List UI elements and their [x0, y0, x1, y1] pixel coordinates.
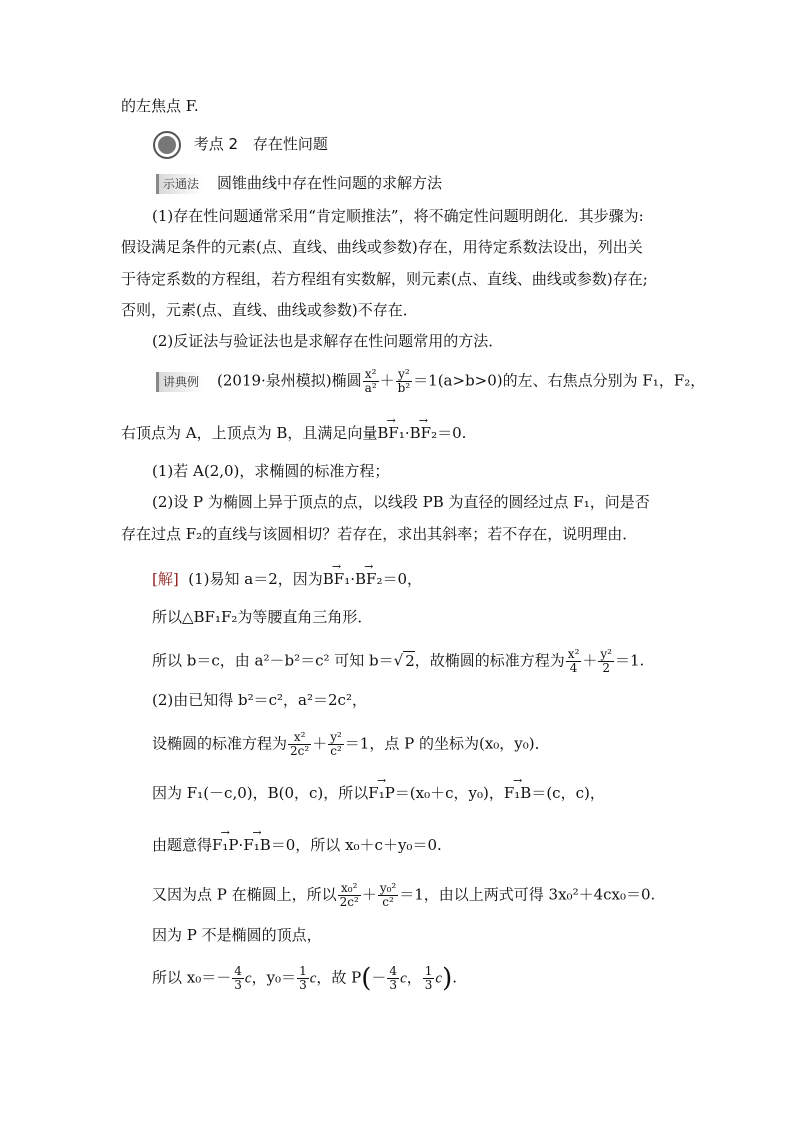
text-span: (1)易知 a＝2，因为	[188, 570, 323, 588]
text-span: ＝1.	[614, 651, 645, 670]
question-line: 存在过点 F₂的直线与该圆相切？若存在，求出其斜率；若不存在，说明理由．	[121, 525, 638, 543]
text-span: ＝0，所以 x₀＋c＋y₀＝0.	[270, 836, 442, 854]
variable: c	[244, 970, 252, 987]
solution-line	[152, 566, 422, 589]
solution-tag: [解]	[152, 570, 179, 588]
solution-line: 设椭圆的标准方程为 $\frac{\text{x²}}{\text{2c²}}$ ＋ $\frac{\text{y²}}{\text{c²}}$ ＝1，点 P 的坐标为(x₀，y₀)．	[152, 730, 550, 758]
paren: )	[442, 963, 453, 994]
variable: c	[435, 970, 443, 987]
vector: → F₁B	[243, 832, 270, 852]
section-heading	[153, 130, 328, 159]
fraction	[363, 368, 379, 395]
dot: ·	[404, 424, 410, 442]
text-span: .	[452, 968, 457, 987]
text-span: 所以 b＝c，由 a²－b²＝c² 可知 b＝	[152, 651, 394, 670]
denominator: 4	[569, 661, 578, 675]
numerator: y²	[330, 730, 342, 744]
solution-line: 所以 b＝c，由 a²－b²＝c² 可知 b＝√ 2，故椭圆的标准方程为 $\frac{\text{x²}}{4}$ ＋ $\frac{\text{y²}}{2}$ ＝1.	[152, 647, 645, 675]
solution-line	[152, 780, 605, 803]
numerator: y²	[396, 368, 413, 382]
denominator: 3	[424, 978, 433, 992]
text-span: ＝(x₀＋c，y₀)，	[394, 784, 504, 802]
text-span: 所以 x₀＝－	[152, 968, 232, 987]
denominator: 3	[234, 978, 242, 992]
circle-bullet-icon	[153, 131, 181, 159]
variable: c	[400, 970, 407, 987]
solution-line: 所以△BF₁F₂为等腰直角三角形．	[152, 608, 373, 626]
question-line: (1)若 A(2,0)，求椭圆的标准方程；	[152, 462, 390, 480]
vector: → F₁P	[368, 780, 395, 800]
vector: → F₁B	[504, 780, 531, 800]
text-span: 设椭圆的标准方程为	[152, 734, 288, 753]
denominator: 2c²	[290, 744, 310, 758]
dot: ·	[238, 836, 244, 854]
vector: → BF₁	[377, 420, 404, 440]
paragraph-line: 假设满足条件的元素(点、直线、曲线或参数)存在，用待定系数法设出，列出关	[121, 238, 643, 256]
text-span: ＝(c，c)，	[531, 784, 605, 802]
numerator: 1	[424, 964, 433, 978]
fraction	[566, 648, 582, 675]
text-span: ＝1，点 P 的坐标为(x₀，y₀)．	[344, 734, 550, 753]
numerator: y²	[600, 647, 612, 661]
solution-line: (2)由已知得 b²＝c²，a²＝2c²，	[152, 691, 367, 709]
example-line	[121, 420, 466, 443]
method-tag: 示通法	[156, 174, 203, 194]
section-title: 存在性问题	[252, 135, 328, 153]
question-line: (2)设 P 为椭圆上异于顶点的点，以线段 PB 为直径的圆经过点 F₁，问是否	[152, 493, 650, 511]
denominator: 3	[389, 978, 398, 992]
paragraph-line: 否则，元素(点、直线、曲线或参数)不存在．	[121, 301, 418, 319]
text-span: ，y₀＝	[251, 968, 297, 987]
fraction	[328, 731, 344, 758]
variable: c	[309, 970, 317, 987]
denominator: 3	[299, 978, 307, 992]
denominator: 2	[602, 661, 610, 675]
text-span: 右顶点为 A，上顶点为 B，且满足向量	[121, 424, 378, 442]
numerator: 4	[234, 964, 242, 978]
method-heading	[156, 173, 442, 194]
fraction	[423, 965, 435, 992]
vector: → BF₁	[323, 566, 350, 586]
text-span: (2019·泉州模拟)椭圆	[217, 371, 362, 390]
vector: → BF₂	[355, 566, 382, 586]
text-span: ＝0.	[437, 424, 467, 442]
fraction	[598, 648, 614, 675]
paragraph-line: 于待定系数的方程组，若方程组有实数解，则元素(点、直线、曲线或参数)存在;	[121, 270, 648, 288]
solution-line: 所以 x₀＝－ $\frac{4}{3}$ c，y₀＝ $\frac{1}{3}$ c，故 P(－ $\frac{4}{3}$ c， $\frac{1}{3}$ c).	[152, 963, 457, 994]
text-span: 由题意得	[152, 836, 213, 854]
fraction	[378, 882, 398, 909]
fraction	[338, 882, 361, 909]
numerator: x²	[288, 731, 311, 745]
example-tag: 讲典例	[156, 372, 203, 392]
paragraph-line: (2)反证法与验证法也是求解存在性问题常用的方法．	[152, 332, 504, 350]
fraction	[232, 965, 244, 992]
numerator: x²	[363, 368, 379, 382]
numerator: y₀²	[379, 881, 397, 895]
denominator: c²	[330, 744, 342, 758]
denominator: c²	[382, 895, 394, 909]
numerator: x²	[567, 647, 580, 661]
text-span: ＝0，	[382, 570, 423, 588]
text-span: ，故 P	[316, 968, 362, 987]
numerator: 4	[389, 964, 398, 978]
text-line: 的左焦点 F.	[121, 97, 199, 115]
numerator: x₀²	[338, 882, 361, 896]
solution-line: 因为 P 不是椭圆的顶点，	[152, 926, 322, 944]
vector: → BF₂	[410, 420, 437, 440]
paren: (	[361, 963, 372, 994]
section-number: 考点 2	[193, 135, 239, 153]
denominator: 2c²	[339, 895, 359, 909]
denominator: a²	[364, 381, 377, 395]
numerator: 1	[299, 964, 307, 978]
example-line: 讲典例 (2019·泉州模拟)椭圆 $\frac{\text{x²}}{\text{a²}}$ ＋ $\frac{\text{y²}}{\text{b²}}$ ＝1(a>b>0)的左、右焦点分别为 F₁，F₂，	[156, 368, 705, 395]
text-span: ＝1，由以上两式可得 3x₀²＋4cx₀＝0.	[399, 885, 656, 904]
sqrt-value: 2	[405, 651, 415, 670]
fraction	[396, 368, 413, 395]
denominator: b²	[397, 381, 411, 395]
text-span: ，故椭圆的标准方程为	[414, 651, 565, 670]
dot: ·	[350, 570, 356, 588]
fraction	[297, 965, 309, 992]
vector: → F₁P	[212, 832, 239, 852]
solution-line	[152, 832, 442, 855]
text-span: ＝1(a>b>0)的左、右焦点分别为 F₁，F₂，	[413, 371, 706, 390]
fraction	[288, 731, 311, 758]
text-span: 又因为点 P 在椭圆上，所以	[152, 885, 337, 904]
text-span: 因为 F₁(－c,0)，B(0，c)，所以	[152, 784, 369, 802]
solution-line: 又因为点 P 在椭圆上，所以 $\frac{\text{x₀²}}{\text{2c²}}$ ＋ $\frac{\text{y₀²}}{\text{c²}}$ ＝1，由以上两式可得 3x₀²＋4cx₀＝0.	[152, 881, 656, 909]
paragraph-line: (1)存在性问题通常采用“肯定顺推法”，将不确定性问题明朗化．其步骤为:	[152, 207, 644, 225]
fraction	[387, 965, 399, 992]
method-title: 圆锥曲线中存在性问题的求解方法	[217, 174, 443, 192]
